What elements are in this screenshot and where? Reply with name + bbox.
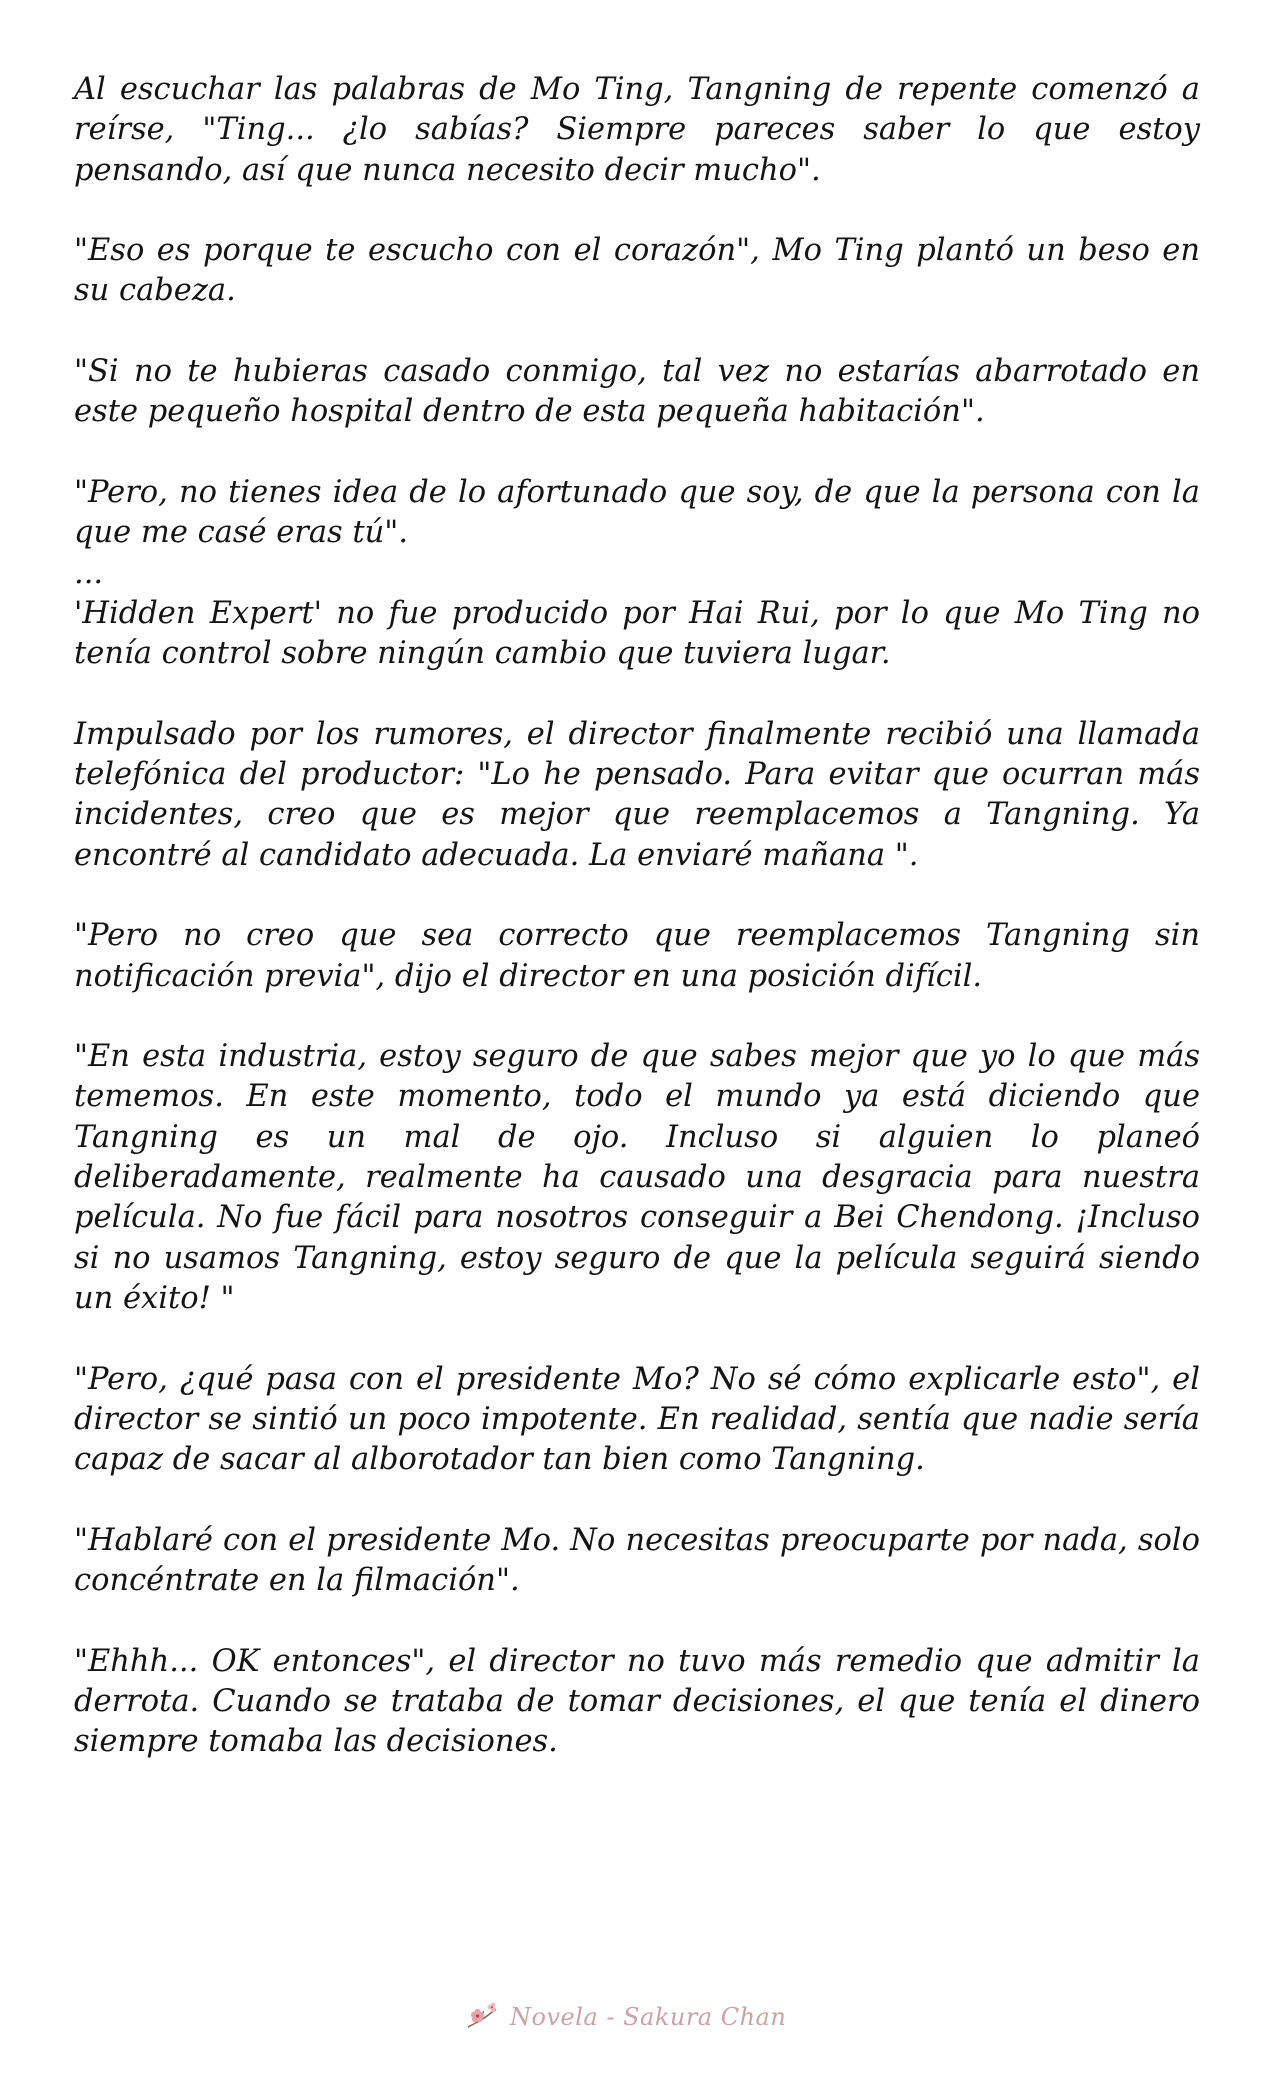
scene-break: ... (74, 555, 104, 591)
paragraph: Impulsado por los rumores, el director finalmente recibió una llamada telefónica del productor: "Lo he pensado. Para evitar que ocurran más incidentes, creo que es mejor que reemplacemos a Tangning. Ya encontré al candidato adecuada. La enviaré mañana ". (74, 716, 1200, 873)
paragraph: 'Hidden Expert' no fue producido por Hai Rui, por lo que Mo Ting no tenía control sobre ningún cambio que tuviera lugar. (74, 595, 1200, 672)
paragraph: "Hablaré con el presidente Mo. No necesitas preocuparte por nada, solo concéntrate en la filmación". (74, 1522, 1200, 1598)
paragraph: Al escuchar las palabras de Mo Ting, Tangning de repente comenzó a reírse, "Ting... ¿lo sabías? Siempre pareces saber lo que estoy pensando, así que nunca necesito decir mucho". (74, 72, 1200, 188)
paragraph: "En esta industria, estoy seguro de que sabes mejor que yo lo que más tememos. En este momento, todo el mundo ya está diciendo que Tangning es un mal de ojo. Incluso si alguien lo planeó deliberadamente, realmente ha causado una desgracia para nuestra película. No fue fácil para nosotros conseguir a Bei Chendong. ¡Incluso si no usamos Tangning, estoy seguro de que la película seguirá siendo un éxito! " (74, 1039, 1200, 1316)
paragraph: "Si no te hubieras casado conmigo, tal vez no estarías abarrotado en este pequeño hospital dentro de esta pequeña habitación". (74, 354, 1200, 430)
cherry-blossom-icon (462, 1997, 502, 2037)
watermark-text: Novela - Sakura Chan (510, 2003, 787, 2031)
paragraph: "Ehhh... OK entonces", el director no tuvo más remedio que admitir la derrota. Cuando se trataba de tomar decisiones, el que tenía el dinero siempre tomaba las decisiones. (74, 1643, 1200, 1760)
paragraph: "Pero no creo que sea correcto que reemplacemos Tangning sin notificación previa", dijo el director en una posición difícil. (74, 918, 1200, 994)
footer-watermark (462, 1994, 842, 2040)
paragraph: "Pero, no tienes idea de lo afortunado que soy, de que la persona con la que me casé eras tú". (74, 474, 1200, 551)
paragraph: "Pero, ¿qué pasa con el presidente Mo? No sé cómo explicarle esto", el director se sintió un poco impotente. En realidad, sentía que nadie sería capaz de sacar al alborotador tan bien como Tangning. (74, 1361, 1200, 1478)
document-body (74, 70, 1200, 1803)
paragraph: "Eso es porque te escucho con el corazón", Mo Ting plantó un beso en su cabeza. (74, 233, 1200, 309)
